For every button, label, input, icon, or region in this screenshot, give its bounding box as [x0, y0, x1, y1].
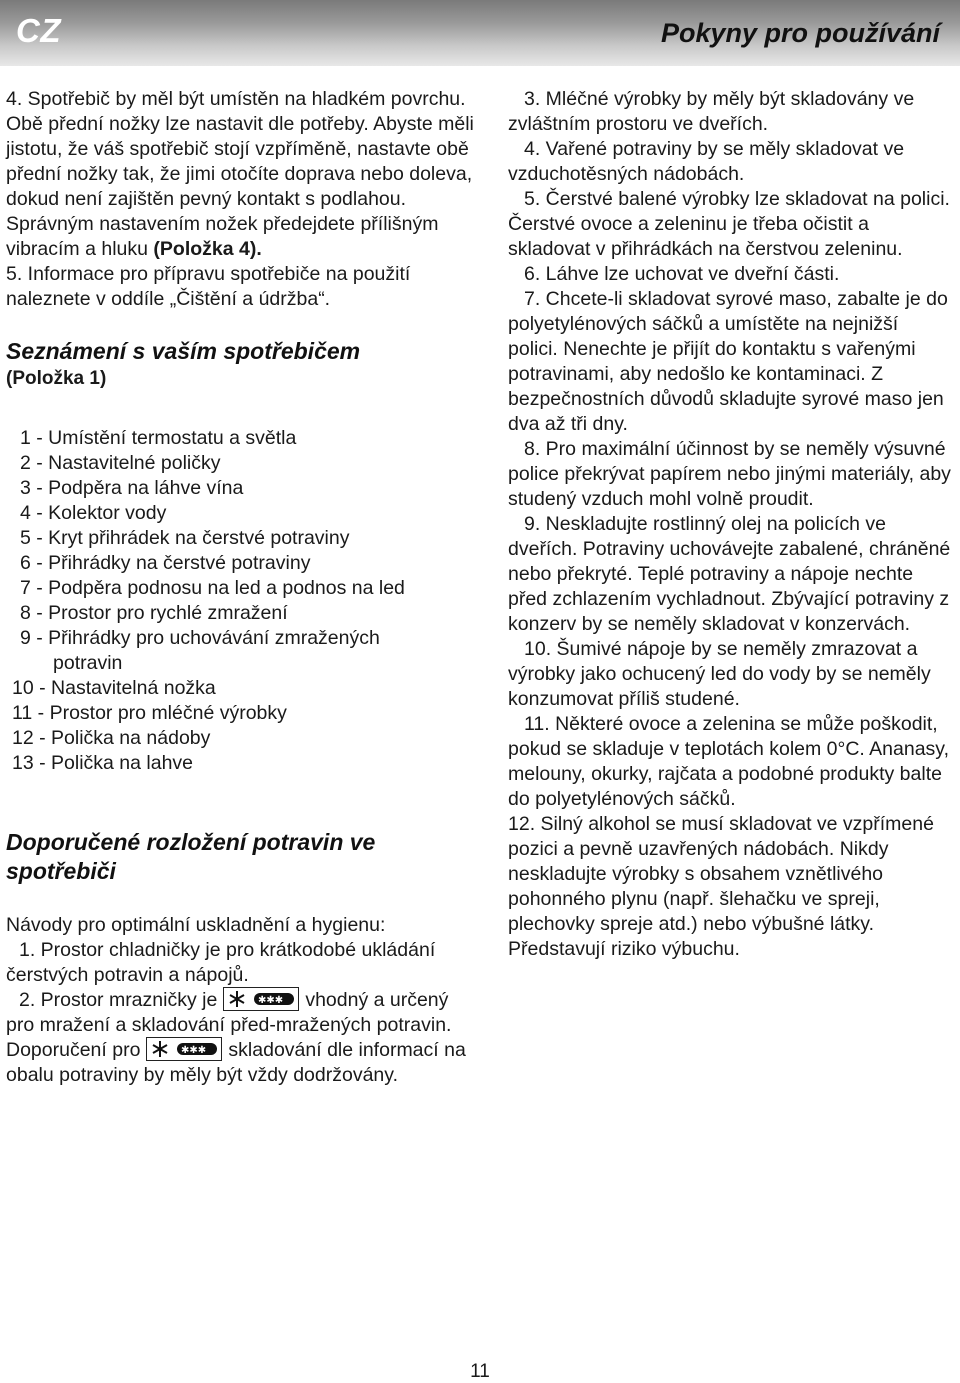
storage-rule-item [508, 187, 953, 262]
freezer-star-rating-icon [223, 987, 299, 1011]
storage-rule-2-end: vhodný a určený pro mražení a skladování před-mražených potravin. [6, 989, 452, 1036]
storage-rule-3 [6, 1038, 476, 1088]
legend-item: 8 - Prostor pro rychlé zmražení [20, 602, 288, 624]
storage-rules-list [508, 87, 953, 962]
svg-text:✱✱✱: ✱✱✱ [258, 994, 284, 1006]
legend-item: 7 - Podpěra podnosu na led a podnos na led [20, 577, 405, 599]
storage-rule-3-end: skladování dle informací na obalu potraviny by měly být vždy dodržovány. [6, 1039, 466, 1086]
storage-rule-item [508, 637, 953, 712]
legend-item: 2 - Nastavitelné poličky [20, 452, 221, 474]
storage-rule-item-text: 4. Vařené potraviny by se měly skladovat ve vzduchotěsných nádobách. [508, 138, 905, 185]
storage-intro: Návody pro optimální uskladnění a hygienu: [6, 914, 386, 936]
storage-rule-item [508, 287, 953, 437]
storage-rule-item-text: 9. Neskladujte rostlinný olej na policích ve dveřích. Potraviny uchovávejte zabalené, chráněné nebo překryté. Teplé potraviny a nápoje nechte před zchlazením vychladnout. Zbývající potraviny z konzerv by se neměly skladovat v konzervách. [508, 513, 951, 635]
paragraph-5: 5. Informace pro přípravu spotřebiče na použití naleznete v oddíle „Čištění a údržba“. [6, 263, 411, 310]
storage-rule-2 [6, 988, 476, 1038]
legend-item: 12 - Polička na nádoby [12, 727, 211, 749]
legend-item: 9 - Přihrádky pro uchovávání zmražených [20, 627, 380, 649]
storage-rule-item-text: 3. Mléčné výrobky by měly být skladovány ve zvláštním prostoru ve dveřích. [508, 88, 915, 135]
storage-rule-item [508, 137, 953, 187]
legend-item: 1 - Umístění termostatu a světla [20, 427, 297, 449]
svg-text:✱✱✱: ✱✱✱ [181, 1044, 207, 1056]
heading-food-layout: Doporučené rozložení potravin ve spotřebiči [6, 829, 376, 884]
section-title: Pokyny pro používání [660, 18, 940, 48]
storage-rule-item-text: 7. Chcete-li skladovat syrové maso, zabalte je do polyetylénových sáčků a umístěte na nejnižší polici. Nenechte je přijít do kontaktu s vařenými potravinami, aby nedošlo ke kontaminaci. Z bezpečnostních důvodů skladujte syrové maso jen dva až tři dny. [508, 288, 948, 435]
storage-rule-item [508, 437, 953, 512]
legend-item: 13 - Polička na lahve [12, 752, 194, 774]
legend-item: 3 - Podpěra na láhve vína [20, 477, 244, 499]
storage-rule-item-text: 11. Některé ovoce a zelenina se může poškodit, pokud se skladuje v teplotách kolem 0°C. Ananasy, melouny, okurky, rajčata a podobné produkty balte do polyetylénových sáčků. [508, 713, 950, 810]
legend-item: 10 - Nastavitelná nožka [12, 677, 216, 699]
storage-rule-item-text: 10. Šumivé nápoje by se neměly zmrazovat a výrobky jako ochucený led do vody by se neměly konzumovat příliš studené. [508, 638, 931, 710]
freezer-star-rating-icon [146, 1037, 222, 1061]
storage-rule-item [508, 262, 953, 287]
legend-item: potravin [53, 652, 123, 674]
legend-item: 4 - Kolektor vody [20, 502, 167, 524]
storage-rule-item-text: 5. Čerstvé balené výrobky lze skladovat na polici. Čerstvé ovoce a zeleninu je třeba očistit a skladovat v přihrádkách na čerstvou zeleninu. [508, 188, 950, 260]
parts-legend [6, 426, 476, 776]
storage-rule-1 [6, 938, 476, 988]
storage-rule-3-start: Doporučení pro [6, 1039, 141, 1061]
storage-rule-item-text: 12. Silný alkohol se musí skladovat ve vzpřímené pozici a pevně uzavřených nádobách. Nikdy neskladujte výrobky s obsahem vznětlivého pohonného plynu (např. šlehačku ve spreji, plechovky spreje atd.) nebo výbušné látky. Představují riziko výbuchu. [508, 813, 934, 960]
storage-rule-1-text: 1. Prostor chladničky je pro krátkodobé ukládání čerstvých potravin a nápojů. [6, 939, 436, 986]
right-column [508, 87, 953, 962]
left-column [6, 87, 476, 1088]
storage-rule-item [508, 512, 953, 637]
language-code: CZ [16, 12, 61, 49]
storage-rule-item [508, 712, 953, 812]
legend-item: 11 - Prostor pro mléčné výrobky [12, 702, 287, 724]
page-number: 11 [470, 1361, 490, 1382]
storage-rule-2-start: 2. Prostor mrazničky je [19, 989, 218, 1011]
storage-rule-item [508, 812, 953, 962]
storage-rule-item-text: 8. Pro maximální účinnost by se neměly výsuvné police překrývat papírem nebo jinými materiály, aby studený vzduch mohl volně proudit. [508, 438, 951, 510]
paragraph-4-ref: (Položka 4). [153, 238, 262, 260]
heading-introduction: Seznámení s vaším spotřebičem [6, 338, 361, 364]
page-header [0, 0, 960, 66]
legend-item: 5 - Kryt přihrádek na čerstvé potraviny [20, 527, 350, 549]
paragraph-4-text: 4. Spotřebič by měl být umístěn na hladkém povrchu. Obě přední nožky lze nastavit dle potřeby. Abyste měli jistotu, že váš spotřebič stojí vzpříměně, nastavte obě přední nožky tak, že jimi otočíte doprava nebo doleva, dokud není zajištěn pevný kontakt s podlahou. Správným nastavením nožek předejdete přílišným vibracím a hluku [6, 88, 474, 260]
storage-rule-item-text: 6. Láhve lze uchovat ve dveřní části. [524, 263, 840, 285]
storage-rule-item [508, 87, 953, 137]
heading-introduction-ref: (Položka 1) [6, 368, 107, 389]
legend-item: 6 - Přihrádky na čerstvé potraviny [20, 552, 311, 574]
paragraph-4 [6, 87, 476, 262]
